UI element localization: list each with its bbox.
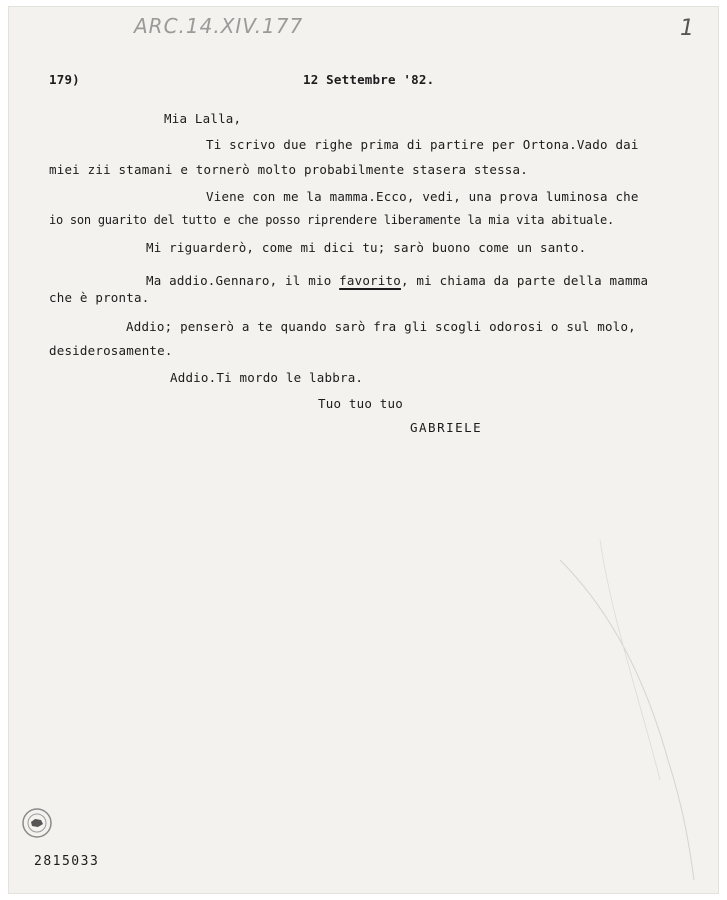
body-line-9: desiderosamente.: [49, 343, 173, 358]
body-line-4: io son guarito del tutto e che posso riprendere liberamente la mia vita abituale.: [49, 213, 614, 227]
body-line-6: [146, 273, 648, 288]
body-line-8: Addio; penserò a te quando sarò fra gli scogli odorosi o sul molo,: [126, 319, 636, 334]
archive-footer-code: 2815033: [34, 854, 100, 869]
closing: Tuo tuo tuo: [318, 396, 403, 411]
favorito-underlined: favorito: [339, 273, 401, 288]
letter-date: 12 Settembre '82.: [303, 72, 435, 87]
body-line-7: che è pronta.: [49, 290, 150, 305]
letter-number: 179): [49, 72, 80, 87]
body-line-3: Viene con me la mamma.Ecco, vedi, una prova luminosa che: [206, 189, 639, 204]
body-line-2: miei zii stamani e tornerò molto probabilmente stasera stessa.: [49, 162, 528, 177]
salutation: Mia Lalla,: [164, 111, 242, 126]
signature: GABRIELE: [410, 420, 483, 435]
body-line-5: Mi riguarderò, come mi dici tu; sarò buono come un santo.: [146, 240, 587, 255]
body-line-6-start: Ma addio.Gennaro, il mio: [146, 273, 332, 288]
body-line-6-end: , mi chiama da parte della mamma: [400, 273, 649, 288]
body-line-10: Addio.Ti mordo le labbra.: [170, 370, 364, 385]
library-stamp-icon: [20, 806, 54, 840]
archive-reference-note: ARC.14.XIV.177: [134, 14, 304, 38]
page-number-note: 1: [680, 16, 694, 41]
body-line-1: Ti scrivo due righe prima di partire per Ortona.Vado dai: [206, 137, 639, 152]
